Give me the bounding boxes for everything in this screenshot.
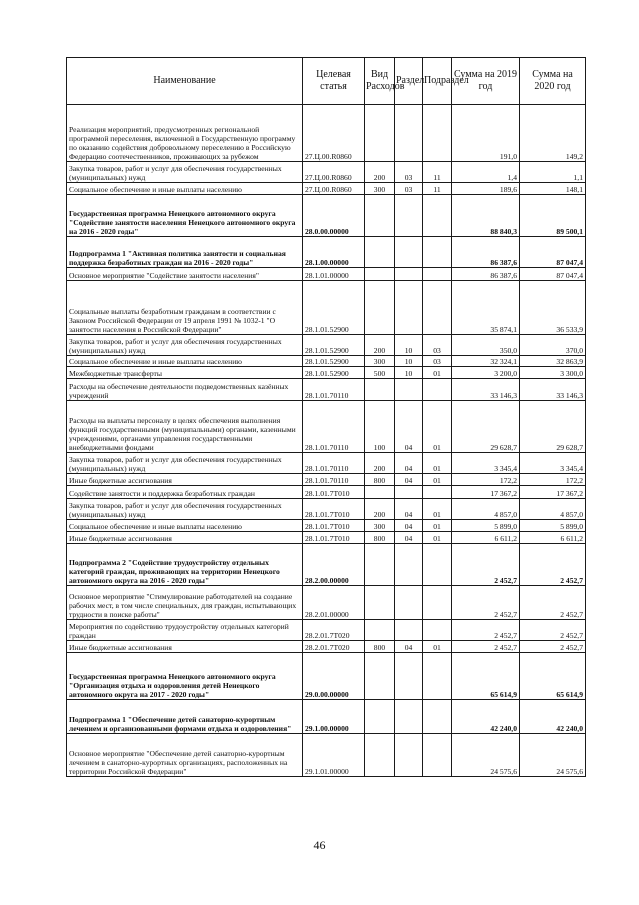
table-row	[67, 532, 586, 544]
row-sum-2019: 42 240,0	[452, 700, 520, 734]
row-section	[395, 486, 423, 499]
row-section	[395, 620, 423, 641]
row-section: 04	[395, 474, 423, 486]
row-section	[395, 268, 423, 281]
table-row	[67, 401, 586, 453]
table-row	[67, 486, 586, 499]
row-sum-2020: 3 300,0	[520, 367, 586, 379]
row-section: 04	[395, 453, 423, 474]
table-row	[67, 195, 586, 237]
table-row	[67, 700, 586, 734]
row-code: 28.1.01.7Т010	[303, 486, 365, 499]
header-article: Целевая статья	[303, 58, 365, 105]
row-subsection: 01	[423, 453, 452, 474]
row-name: Социальное обеспечение и иные выплаты населению	[67, 183, 303, 195]
row-sum-2020: 2 452,7	[520, 544, 586, 586]
row-code: 29.1.00.00000	[303, 700, 365, 734]
row-subsection: 01	[423, 474, 452, 486]
row-sum-2020: 4 857,0	[520, 499, 586, 520]
row-expense-type	[365, 105, 395, 162]
row-section	[395, 105, 423, 162]
row-section	[395, 237, 423, 268]
table-row	[67, 641, 586, 653]
row-section: 10	[395, 356, 423, 367]
row-sum-2020: 89 500,1	[520, 195, 586, 237]
row-expense-type: 300	[365, 356, 395, 367]
row-code: 28.2.00.00000	[303, 544, 365, 586]
row-sum-2020: 33 146,3	[520, 379, 586, 401]
row-name: Расходы на обеспечение деятельности подведомственных казённых учреждений	[67, 379, 303, 401]
row-name: Государственная программа Ненецкого автономного округа "Организация отдыха и оздоровления детей Ненецкого автономного округа на 2017 - 2020 годы"	[67, 653, 303, 700]
row-code: 28.1.01.70110	[303, 401, 365, 453]
row-subsection	[423, 237, 452, 268]
row-code: 28.1.01.52900	[303, 367, 365, 379]
row-section	[395, 734, 423, 777]
row-name: Социальное обеспечение и иные выплаты населению	[67, 356, 303, 367]
table-row	[67, 544, 586, 586]
row-sum-2019: 4 857,0	[452, 499, 520, 520]
row-sum-2020: 32 863,9	[520, 356, 586, 367]
row-expense-type: 100	[365, 401, 395, 453]
row-sum-2020: 5 899,0	[520, 520, 586, 532]
row-name: Закупка товаров, работ и услуг для обеспечения государственных (муниципальных) нужд	[67, 335, 303, 356]
row-sum-2020: 36 533,9	[520, 281, 586, 335]
row-section	[395, 281, 423, 335]
row-sum-2019: 191,0	[452, 105, 520, 162]
row-subsection: 01	[423, 401, 452, 453]
row-sum-2019: 88 840,3	[452, 195, 520, 237]
header-section: Раздел	[395, 58, 423, 105]
row-sum-2020: 42 240,0	[520, 700, 586, 734]
row-name: Содействие занятости и поддержка безработных граждан	[67, 486, 303, 499]
row-subsection: 01	[423, 499, 452, 520]
row-code: 29.1.01.00000	[303, 734, 365, 777]
row-expense-type	[365, 544, 395, 586]
row-subsection: 01	[423, 641, 452, 653]
table-body	[67, 105, 586, 777]
row-sum-2020: 17 367,2	[520, 486, 586, 499]
row-expense-type: 800	[365, 641, 395, 653]
row-subsection	[423, 195, 452, 237]
row-subsection	[423, 653, 452, 700]
row-expense-type: 800	[365, 474, 395, 486]
row-name: Социальные выплаты безработным гражданам в соответствии с Законом Российской Федерации от 19 апреля 1991 № 1032-1 "О занятости населения в Российской Федерации"	[67, 281, 303, 335]
row-code: 28.2.01.7Т020	[303, 620, 365, 641]
table-row	[67, 268, 586, 281]
row-sum-2020: 3 345,4	[520, 453, 586, 474]
row-sum-2019: 33 146,3	[452, 379, 520, 401]
row-code: 28.1.01.7Т010	[303, 499, 365, 520]
row-subsection: 03	[423, 356, 452, 367]
row-subsection	[423, 105, 452, 162]
row-subsection	[423, 734, 452, 777]
row-section	[395, 379, 423, 401]
table-row	[67, 162, 586, 183]
row-code: 27.Ц.00.R0860	[303, 183, 365, 195]
row-sum-2020: 172,2	[520, 474, 586, 486]
row-section: 04	[395, 499, 423, 520]
table-row	[67, 379, 586, 401]
table-header-row	[67, 58, 586, 105]
row-sum-2019: 172,2	[452, 474, 520, 486]
row-section: 04	[395, 641, 423, 653]
table-row	[67, 183, 586, 195]
table-row	[67, 281, 586, 335]
row-subsection	[423, 486, 452, 499]
row-section	[395, 195, 423, 237]
row-sum-2019: 350,0	[452, 335, 520, 356]
row-expense-type	[365, 195, 395, 237]
row-sum-2019: 24 575,6	[452, 734, 520, 777]
row-expense-type: 800	[365, 532, 395, 544]
row-sum-2020: 370,0	[520, 335, 586, 356]
row-code: 27.Ц.00.R0860	[303, 162, 365, 183]
row-sum-2019: 29 628,7	[452, 401, 520, 453]
header-sum-2020: Сумма на 2020 год	[520, 58, 586, 105]
row-sum-2019: 17 367,2	[452, 486, 520, 499]
row-code: 29.0.00.00000	[303, 653, 365, 700]
row-expense-type: 200	[365, 162, 395, 183]
row-expense-type	[365, 653, 395, 700]
row-subsection	[423, 544, 452, 586]
row-expense-type	[365, 237, 395, 268]
table-row	[67, 653, 586, 700]
row-section	[395, 653, 423, 700]
row-sum-2019: 189,6	[452, 183, 520, 195]
row-expense-type	[365, 700, 395, 734]
table-row	[67, 474, 586, 486]
table-row	[67, 105, 586, 162]
row-sum-2020: 2 452,7	[520, 620, 586, 641]
row-sum-2020: 6 611,2	[520, 532, 586, 544]
row-name: Подпрограмма 2 "Содействие трудоустройству отдельных категорий граждан, проживающих на территории Ненецкого автономного округа на 2016 - 2020 годы"	[67, 544, 303, 586]
row-code: 28.2.01.00000	[303, 586, 365, 620]
row-name: Реализация мероприятий, предусмотренных региональной программой переселения, включенной в Государственную программу по оказанию содействия добровольному переселению в Российскую Федерацию соотечественников, проживающих за рубежом	[67, 105, 303, 162]
row-expense-type	[365, 620, 395, 641]
page-number: 46	[313, 838, 326, 852]
row-name: Подпрограмма 1 "Обеспечение детей санаторно-курортным лечением и организованными формами отдыха и оздоровления"	[67, 700, 303, 734]
row-name: Закупка товаров, работ и услуг для обеспечения государственных (муниципальных) нужд	[67, 499, 303, 520]
row-sum-2019: 2 452,7	[452, 586, 520, 620]
row-code: 28.1.01.70110	[303, 474, 365, 486]
row-subsection: 11	[423, 162, 452, 183]
row-sum-2020: 65 614,9	[520, 653, 586, 700]
row-sum-2019: 3 345,4	[452, 453, 520, 474]
row-name: Закупка товаров, работ и услуг для обеспечения государственных (муниципальных) нужд	[67, 162, 303, 183]
row-name: Межбюджетные трансферты	[67, 367, 303, 379]
row-name: Основное мероприятие "Обеспечение детей санаторно-курортным лечением в санаторно-курортных организациях, расположенных на территории Российской Федерации"	[67, 734, 303, 777]
row-name: Закупка товаров, работ и услуг для обеспечения государственных (муниципальных) нужд	[67, 453, 303, 474]
row-sum-2020: 24 575,6	[520, 734, 586, 777]
row-expense-type: 300	[365, 183, 395, 195]
table-row	[67, 237, 586, 268]
row-section: 03	[395, 162, 423, 183]
row-subsection: 01	[423, 532, 452, 544]
row-sum-2019: 3 200,0	[452, 367, 520, 379]
table-row	[67, 367, 586, 379]
row-subsection: 01	[423, 520, 452, 532]
row-sum-2020: 87 047,4	[520, 268, 586, 281]
row-sum-2020: 148,1	[520, 183, 586, 195]
row-code: 27.Ц.00.R0860	[303, 105, 365, 162]
row-subsection: 01	[423, 367, 452, 379]
row-sum-2020: 2 452,7	[520, 586, 586, 620]
header-name: Наименование	[67, 58, 303, 105]
row-section: 04	[395, 532, 423, 544]
row-section	[395, 700, 423, 734]
row-section	[395, 586, 423, 620]
row-code: 28.1.01.70110	[303, 379, 365, 401]
row-code: 28.2.01.7Т020	[303, 641, 365, 653]
row-subsection	[423, 268, 452, 281]
row-subsection	[423, 281, 452, 335]
row-code: 28.1.01.00000	[303, 268, 365, 281]
table-row	[67, 620, 586, 641]
row-sum-2019: 35 874,1	[452, 281, 520, 335]
row-expense-type	[365, 586, 395, 620]
row-sum-2019: 65 614,9	[452, 653, 520, 700]
table-row	[67, 356, 586, 367]
row-name: Мероприятия по содействию трудоустройству отдельных категорий граждан	[67, 620, 303, 641]
header-expense-type: Вид Расходов	[365, 58, 395, 105]
row-expense-type	[365, 268, 395, 281]
row-subsection	[423, 586, 452, 620]
row-section: 04	[395, 401, 423, 453]
row-name: Иные бюджетные ассигнования	[67, 474, 303, 486]
table-row	[67, 453, 586, 474]
row-sum-2019: 6 611,2	[452, 532, 520, 544]
row-code: 28.1.01.52900	[303, 281, 365, 335]
row-sum-2019: 2 452,7	[452, 620, 520, 641]
row-expense-type	[365, 486, 395, 499]
row-expense-type	[365, 281, 395, 335]
table-row	[67, 520, 586, 532]
row-subsection: 11	[423, 183, 452, 195]
row-name: Расходы на выплаты персоналу в целях обеспечения выполнения функций государственными (муниципальными) органами, казенными учреждениями, органами управления государственными внебюджетными фондами	[67, 401, 303, 453]
budget-table	[66, 57, 586, 777]
row-name: Иные бюджетные ассигнования	[67, 641, 303, 653]
header-sum-2019: Сумма на 2019 год	[452, 58, 520, 105]
table-row	[67, 734, 586, 777]
row-code: 28.1.01.7Т010	[303, 520, 365, 532]
row-expense-type: 200	[365, 335, 395, 356]
row-sum-2019: 32 324,1	[452, 356, 520, 367]
row-sum-2020: 2 452,7	[520, 641, 586, 653]
row-sum-2019: 86 387,6	[452, 268, 520, 281]
row-section: 10	[395, 335, 423, 356]
row-code: 28.1.01.52900	[303, 356, 365, 367]
row-expense-type: 300	[365, 520, 395, 532]
row-subsection: 03	[423, 335, 452, 356]
row-subsection	[423, 620, 452, 641]
row-expense-type: 200	[365, 499, 395, 520]
row-sum-2020: 29 628,7	[520, 401, 586, 453]
row-code: 28.0.00.00000	[303, 195, 365, 237]
table-row	[67, 499, 586, 520]
table-row	[67, 586, 586, 620]
row-name: Государственная программа Ненецкого автономного округа "Содействие занятости населения Ненецкого автономного округа на 2016 - 2020 годы"	[67, 195, 303, 237]
row-expense-type: 500	[365, 367, 395, 379]
row-section: 10	[395, 367, 423, 379]
row-sum-2019: 2 452,7	[452, 544, 520, 586]
row-subsection	[423, 379, 452, 401]
row-expense-type	[365, 734, 395, 777]
row-name: Иные бюджетные ассигнования	[67, 532, 303, 544]
row-sum-2019: 1,4	[452, 162, 520, 183]
row-section: 04	[395, 520, 423, 532]
row-expense-type: 200	[365, 453, 395, 474]
row-name: Основное мероприятие "Содействие занятости населения"	[67, 268, 303, 281]
row-code: 28.1.00.00000	[303, 237, 365, 268]
row-sum-2020: 149,2	[520, 105, 586, 162]
row-sum-2019: 86 387,6	[452, 237, 520, 268]
row-code: 28.1.01.7Т010	[303, 532, 365, 544]
row-subsection	[423, 700, 452, 734]
row-section: 03	[395, 183, 423, 195]
row-name: Основное мероприятие "Стимулирование работодателей на создание рабочих мест, в том числе специальных, для граждан, испытывающих трудности в поиске работы"	[67, 586, 303, 620]
row-sum-2019: 2 452,7	[452, 641, 520, 653]
row-code: 28.1.01.70110	[303, 453, 365, 474]
row-section	[395, 544, 423, 586]
table-row	[67, 335, 586, 356]
row-expense-type	[365, 379, 395, 401]
header-subsection: Подраздел	[423, 58, 452, 105]
row-sum-2020: 1,1	[520, 162, 586, 183]
row-name: Подпрограмма 1 "Активная политика занятости и социальная поддержка безработных граждан на 2016 - 2020 годы"	[67, 237, 303, 268]
row-sum-2020: 87 047,4	[520, 237, 586, 268]
row-sum-2019: 5 899,0	[452, 520, 520, 532]
row-name: Социальное обеспечение и иные выплаты населению	[67, 520, 303, 532]
row-code: 28.1.01.52900	[303, 335, 365, 356]
